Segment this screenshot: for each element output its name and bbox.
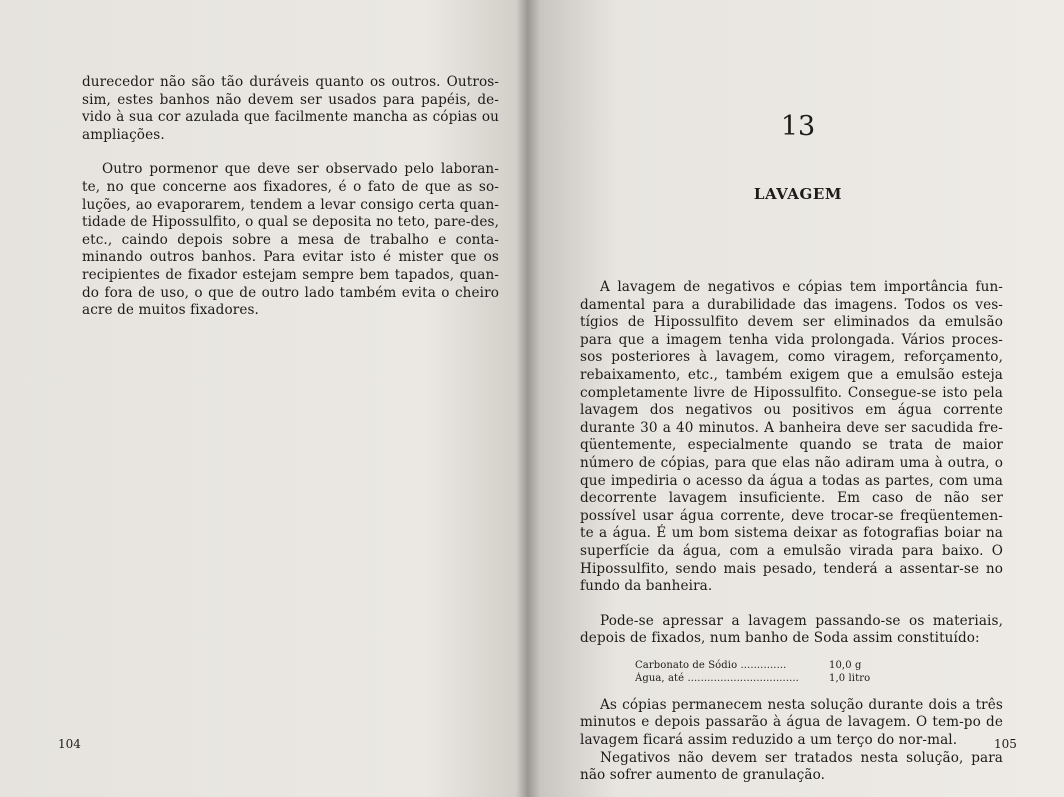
right-paragraph-1: A lavagem de negativos e cópias tem importância fun-damental para a durabilidade das imagens. Todos os ves-tígios de Hipossulfito devem ser eliminados da emulsão para que a imagem tenha vida prolongada. Vários proces-sos posteriores à lavagem, como viragem, reforçamento, rebaixamento, etc., também exigem que a emulsão esteja completamente livre de Hipossulfito. Consegue-se isto pela lavagem dos negativos ou positivos em água corrente durante 30 a 40 minutos. A banheira deve ser sacudida fre-qüentemente, especialmente quando se trata de maior número de cópias, para que elas não adiram uma à outra, o que impediria o acesso da água a todas as partes, com uma decorrente lavagem insuficiente. Em caso de não ser possível usar água corrente, deve trocar-se freqüentemen-te a água. É um bom sistema deixar as fotografias boiar na superfície da água, com a emulsão virada para baixo. O Hipossulfito, sendo mais pesado, tenderá a assentar-se no fundo da banheira. [580, 279, 1003, 595]
right-page [532, 0, 1064, 797]
right-paragraph-2: Pode-se apressar a lavagem passando-se os materiais, depois de fixados, num banho de Soda assim constituído: [580, 612, 1003, 647]
right-paragraph-3: As cópias permanecem nesta solução durante dois a três minutos e depois passarão à água de lavagem. O tem-po de lavagem ficará assim reduzido a um terço do nor-mal. [580, 696, 1003, 749]
formula-ingredient: Água, até .................................. [635, 672, 799, 684]
right-paragraph-4: Negativos não devem ser tratados nesta solução, para não sofrer aumento de granulação. [580, 749, 1003, 784]
formula-row [635, 672, 975, 685]
formula-quantity: 1,0 litro [829, 672, 871, 684]
left-page [0, 0, 530, 797]
right-page-number: 105 [994, 737, 1017, 751]
formula-ingredient: Carbonato de Sódio .............. [635, 659, 787, 671]
chapter-number: 13 [780, 111, 816, 142]
left-paragraph-2: Outro pormenor que deve ser observado pelo laboran-te, no que concerne aos fixadores, é o fato de que as so-luções, ao evaporarem, tendem a levar consigo certa quan-tidade de Hipossulfito, o qual se deposita no teto, pare-des, etc., caindo depois sobre a mesa de trabalho e conta-minando outros banhos. Para evitar isto é mister que os recipientes de fixador estejam sempre bem tapados, quan-do fora de uso, o que de outro lado também evita o cheiro acre de muitos fixadores. [82, 161, 499, 319]
chapter-title: LAVAGEM [753, 185, 843, 203]
left-page-number: 104 [58, 737, 81, 751]
left-paragraph-1: durecedor não são tão duráveis quanto os outros. Outros-sim, estes banhos não devem ser usados para papéis, de-vido à sua cor azulada que facilmente mancha as cópias ou ampliações. [82, 74, 499, 143]
formula-row [635, 659, 975, 672]
right-page-body [580, 279, 1003, 785]
formula-quantity: 10,0 g [829, 659, 862, 671]
left-page-body [82, 74, 499, 320]
soda-bath-formula [635, 659, 975, 685]
